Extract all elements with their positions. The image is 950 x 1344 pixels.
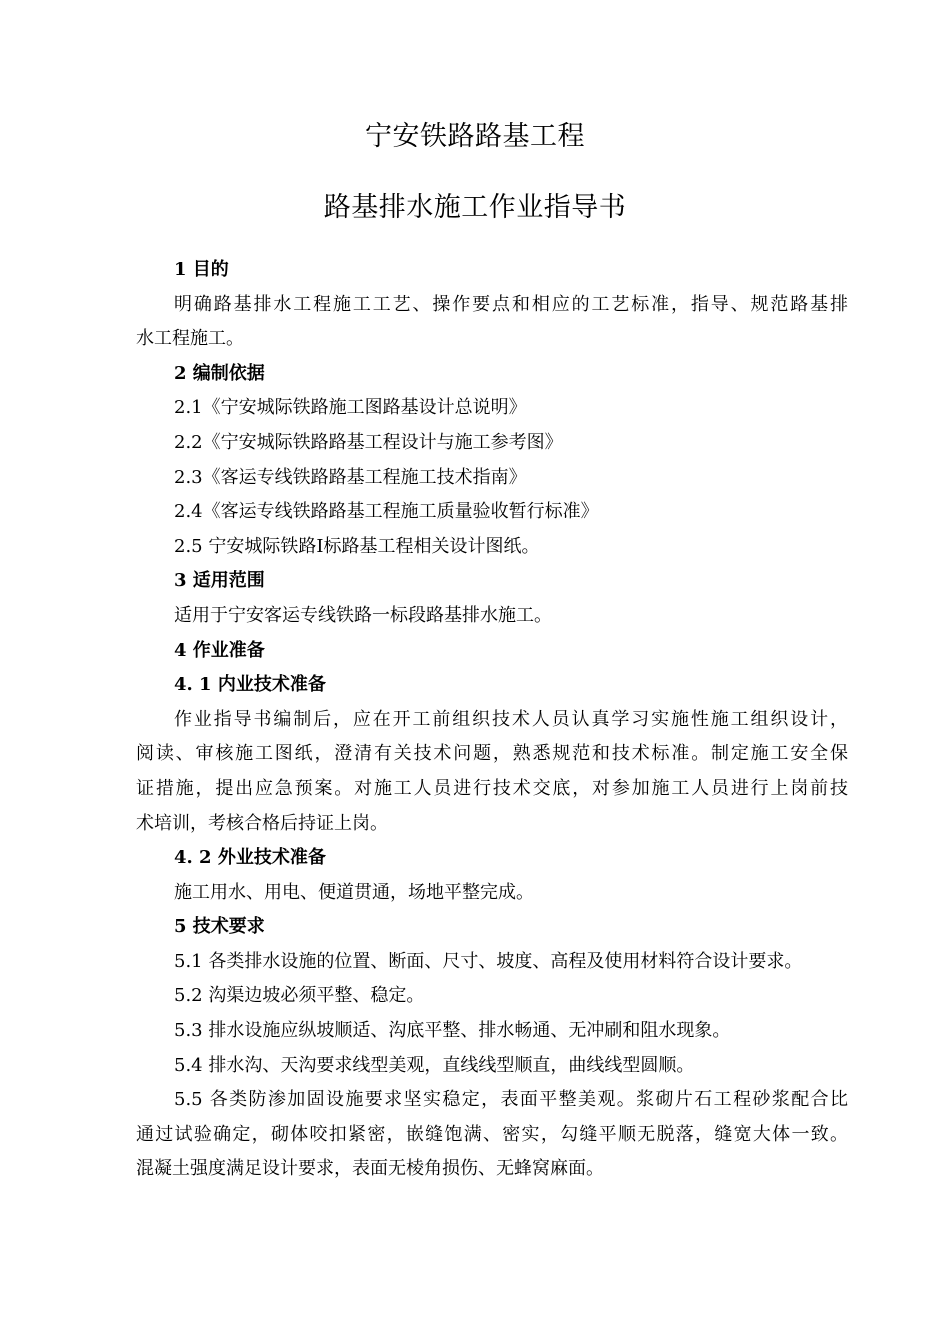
paragraph-line: 混凝土强度满足设计要求，表面无棱角损伤、无蜂窝麻面。 [136,1158,604,1180]
paragraph-line: 作业指导书编制后，应在开工前组织技术人员认真学习实施性施工组织设计， [174,708,848,730]
paragraph-line: 明确路基排水工程施工工艺、操作要点和相应的工艺标准，指导、规范路基排 [174,293,848,315]
list-item: 2.2《宁安城际铁路路基工程设计与施工参考图》 [174,431,563,453]
list-item: 2.5 宁安城际铁路Ⅰ标路基工程相关设计图纸。 [174,535,540,557]
list-item: 5.1 各类排水设施的位置、断面、尺寸、坡度、高程及使用材料符合设计要求。 [174,950,803,972]
paragraph-line: 证措施，提出应急预案。对施工人员进行技术交底，对参加施工人员进行上岗前技 [136,777,848,799]
document-body [136,253,848,1187]
paragraph-line: 阅读、审核施工图纸，澄清有关技术问题，熟悉规范和技术标准。制定施工安全保 [136,743,848,765]
paragraph-line: 施工用水、用电、便道贯通，场地平整完成。 [174,881,534,903]
heading-purpose: 1 目的 [174,259,229,280]
heading-basis: 2 编制依据 [174,362,265,384]
list-item: 5.4 排水沟、天沟要求线型美观，直线线型顺直，曲线线型圆顺。 [174,1054,695,1076]
paragraph-line: 水工程施工。 [136,328,244,350]
heading-preparation: 4 作业准备 [174,639,265,661]
list-item: 2.1《宁安城际铁路施工图路基设计总说明》 [174,397,527,419]
paragraph-line: 适用于宁安客运专线铁路一标段路基排水施工。 [174,604,552,626]
subheading-external-prep: 4. 2 外业技术准备 [174,847,326,869]
document-subtitle: 路基排水施工作业指导书 [323,192,627,223]
heading-scope: 3 适用范围 [174,570,265,592]
list-item: 2.3《客运专线铁路路基工程施工技术指南》 [174,466,527,488]
list-item: 5.2 沟渠边坡必须平整、稳定。 [174,985,425,1007]
list-item: 5.5 各类防渗加固设施要求坚实稳定，表面平整美观。浆砌片石工程砂浆配合比 [174,1089,848,1111]
heading-technical-requirements: 5 技术要求 [174,916,265,938]
list-item: 5.3 排水设施应纵坡顺适、沟底平整、排水畅通、无冲刷和阻水现象。 [174,1020,731,1042]
subheading-internal-prep: 4. 1 内业技术准备 [174,674,326,696]
document-title: 宁安铁路路基工程 [365,121,585,152]
list-item: 2.4《客运专线铁路路基工程施工质量验收暂行标准》 [174,501,599,523]
paragraph-line: 术培训，考核合格后持证上岗。 [136,812,388,834]
paragraph-line: 通过试验确定，砌体咬扣紧密，嵌缝饱满、密实，勾缝平顺无脱落，缝宽大体一致。 [136,1123,848,1145]
